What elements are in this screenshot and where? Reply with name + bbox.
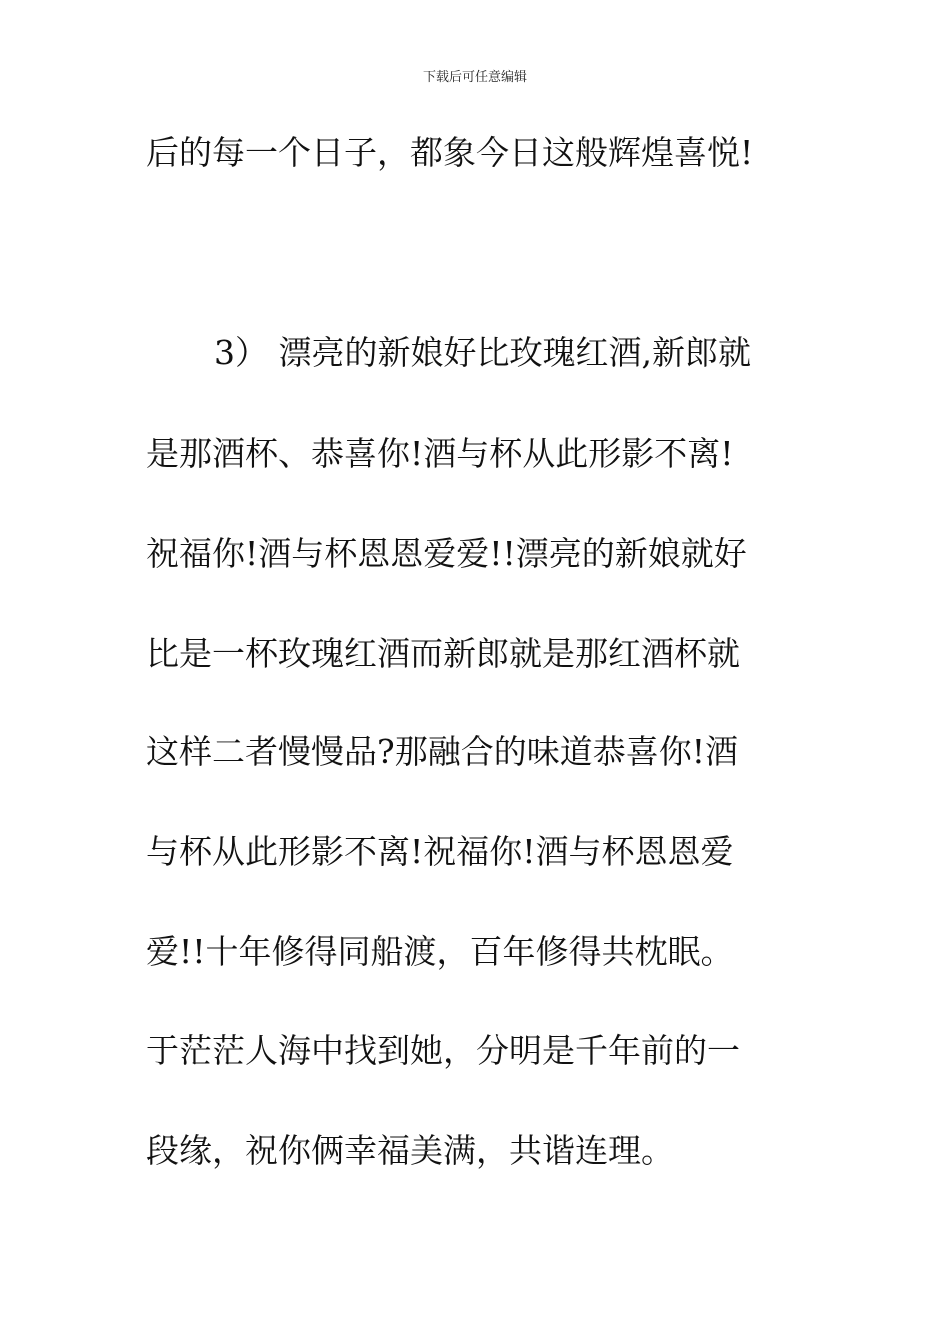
text-line-4: 祝福你!酒与杯恩恩爱爱!!漂亮的新娘就好	[146, 534, 747, 573]
text-line-9: 于茫茫人海中找到她，分明是千年前的一	[146, 1031, 740, 1070]
text-line-3: 是那酒杯、恭喜你!酒与杯从此形影不离!	[146, 434, 734, 473]
text-line-1: 后的每一个日子，都象今日这般辉煌喜悦!	[146, 133, 754, 172]
text-line-6: 这样二者慢慢品?那融合的味道恭喜你!酒	[146, 732, 738, 771]
header-note: 下载后可任意编辑	[422, 70, 527, 85]
text-line-8: 爱!!十年修得同船渡，百年修得共枕眠。	[146, 932, 734, 971]
text-line-2: 3） 漂亮的新娘好比玫瑰红酒,新郎就	[214, 333, 751, 372]
text-line-7: 与杯从此形影不离!祝福你!酒与杯恩恩爱	[146, 832, 734, 871]
text-line-5: 比是一杯玫瑰红酒而新郎就是那红酒杯就	[146, 634, 740, 673]
text-line-10: 段缘，祝你俩幸福美满，共谐连理。	[146, 1131, 674, 1170]
